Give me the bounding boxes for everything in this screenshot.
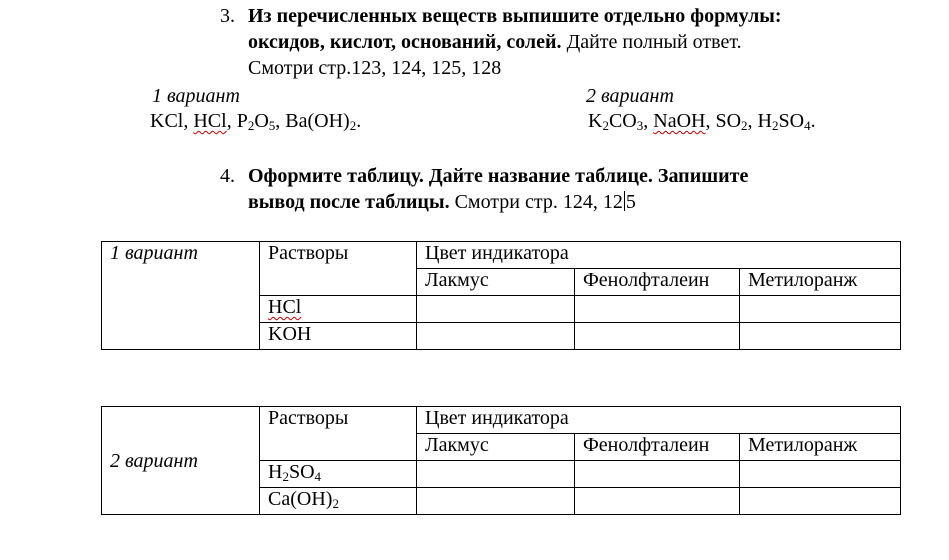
- task4-line2: вывод после таблицы. Смотри стр. 124, 12 5: [248, 191, 636, 213]
- text-cursor: [624, 191, 625, 211]
- indicator-table-1: [101, 241, 901, 350]
- table2-variant: 2 вариант: [102, 407, 260, 515]
- table1-methylorange: Метилоранж: [740, 269, 901, 296]
- task3-line1: [248, 3, 782, 29]
- task4-bold-line2: вывод после таблицы.: [248, 191, 450, 213]
- indicator-table-2: [101, 406, 901, 515]
- table2-row-h2so4: $H_2SO_4$: [260, 461, 417, 488]
- table2-methylorange: Метилоранж: [740, 434, 901, 461]
- table2-solutions-header: Растворы: [260, 407, 417, 461]
- table-cell[interactable]: [575, 461, 740, 488]
- table-cell[interactable]: [417, 488, 575, 515]
- task3-bold-line2: оксидов, кислот, оснований, солей.: [248, 31, 562, 53]
- variant2-formulas: $K_2CO_3$, NaOH, $SO_2$, $H_2SO_4$.: [588, 110, 816, 133]
- variant1-formulas: KCl, HCl, $P_2O_5$, $Ba(OH)_2$.: [150, 110, 362, 133]
- table-cell[interactable]: [740, 323, 901, 350]
- task4-bold-line1: Оформите таблицу. Дайте название таблице. Запишите: [248, 165, 749, 187]
- task3-number: 3.: [220, 5, 235, 27]
- table1-row-koh: KOH: [260, 323, 417, 350]
- table-cell[interactable]: [417, 323, 575, 350]
- table-cell[interactable]: [575, 323, 740, 350]
- variant2-label: 2 вариант: [586, 85, 674, 107]
- table2-lakmus: Лакмус: [417, 434, 575, 461]
- table1-indicator-header: Цвет индикатора: [417, 242, 901, 269]
- table2-indicator-header: Цвет индикатора: [417, 407, 901, 434]
- task3-line3: Смотри стр.123, 124, 125, 128: [248, 57, 502, 79]
- table1-solutions-header: Растворы: [260, 242, 417, 296]
- naoh-formula: NaOH: [653, 110, 706, 132]
- table2-row-caoh2: $Ca(OH)_2$: [260, 488, 417, 515]
- task3-normal-line2: Дайте полный ответ.: [561, 31, 742, 53]
- table-cell[interactable]: [575, 488, 740, 515]
- task4-number: 4.: [220, 165, 235, 187]
- table1-row-hcl: HCl: [260, 296, 417, 323]
- table-cell[interactable]: [740, 296, 901, 323]
- table-cell[interactable]: [417, 296, 575, 323]
- task4-line1: [248, 163, 748, 189]
- variant1-label: 1 вариант: [152, 85, 240, 107]
- table-cell[interactable]: [417, 461, 575, 488]
- table1-variant: 1 вариант: [102, 242, 260, 350]
- hcl-formula: HCl: [193, 110, 227, 132]
- table-cell[interactable]: [740, 488, 901, 515]
- task3-line2: [248, 29, 742, 55]
- table1-lakmus: Лакмус: [417, 269, 575, 296]
- table2-phenolphthalein: Фенолфталеин: [575, 434, 740, 461]
- table-cell[interactable]: [740, 461, 901, 488]
- task3-bold-line1: Из перечисленных веществ выпишите отдельно формулы:: [248, 5, 782, 27]
- table1-phenolphthalein: Фенолфталеин: [575, 269, 740, 296]
- table-cell[interactable]: [575, 296, 740, 323]
